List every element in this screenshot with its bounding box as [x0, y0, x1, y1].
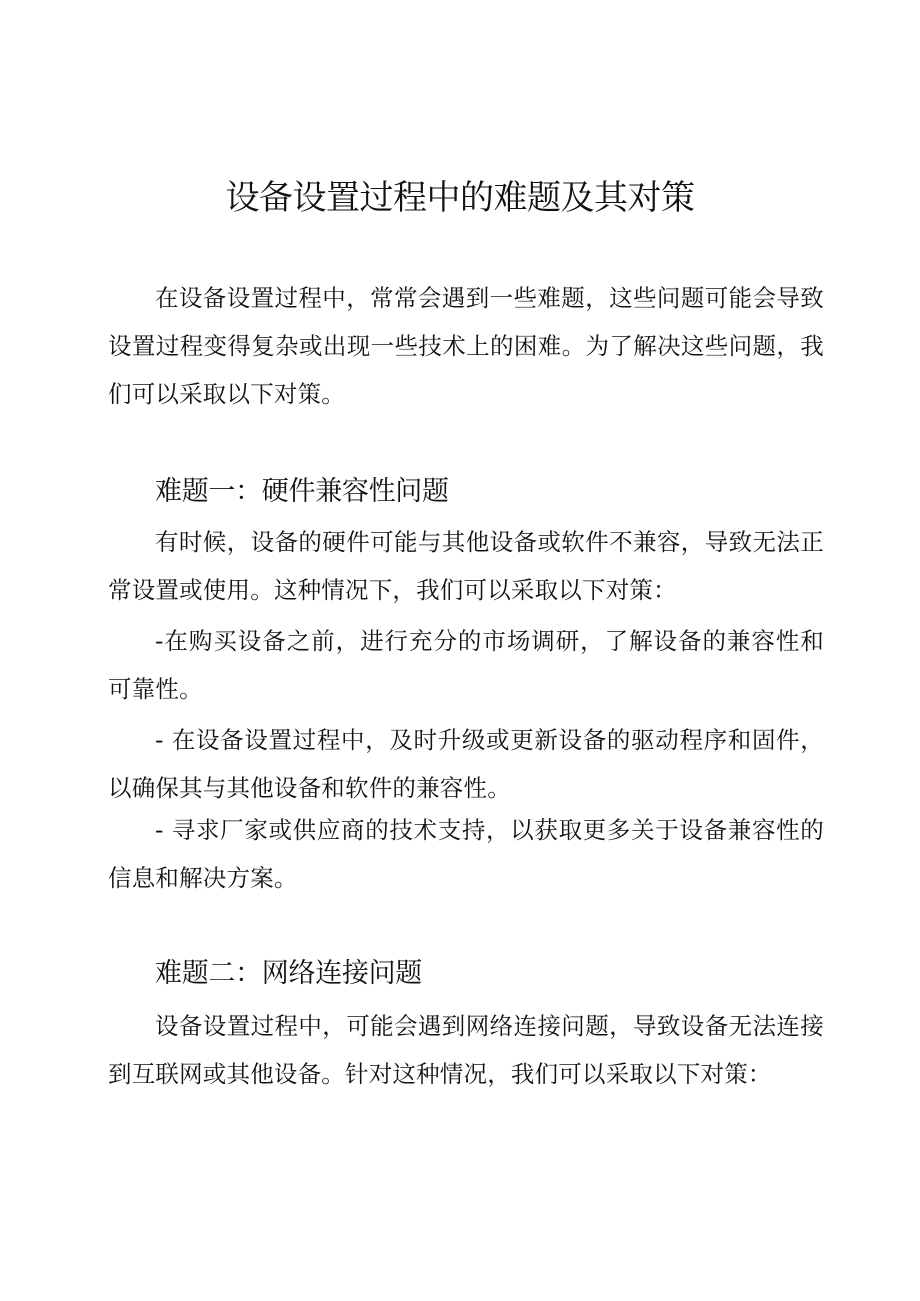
section1-bullet-2: - 在设备设置过程中，及时升级或更新设备的驱动程序和固件，以确保其与其他设备和软件的兼容性。	[108, 726, 824, 802]
section1-heading: 难题一：硬件兼容性问题	[155, 476, 449, 507]
section2-heading: 难题二：网络连接问题	[155, 958, 422, 989]
section1-bullet-1: -在购买设备之前，进行充分的市场调研，了解设备的兼容性和可靠性。	[108, 627, 824, 703]
section2-paragraph: 设备设置过程中，可能会遇到网络连接问题，导致设备无法连接到互联网或其他设备。针对这种情况，我们可以采取以下对策：	[108, 1012, 824, 1088]
intro-paragraph: 在设备设置过程中，常常会遇到一些难题，这些问题可能会导致设置过程变得复杂或出现一些技术上的困难。为了解决这些问题，我们可以采取以下对策。	[108, 284, 824, 408]
section1-bullet-3: - 寻求厂家或供应商的技术支持，以获取更多关于设备兼容性的信息和解决方案。	[108, 816, 824, 892]
document-title: 设备设置过程中的难题及其对策	[225, 178, 695, 218]
section1-paragraph: 有时候，设备的硬件可能与其他设备或软件不兼容，导致无法正常设置或使用。这种情况下，我们可以采取以下对策：	[108, 528, 824, 604]
